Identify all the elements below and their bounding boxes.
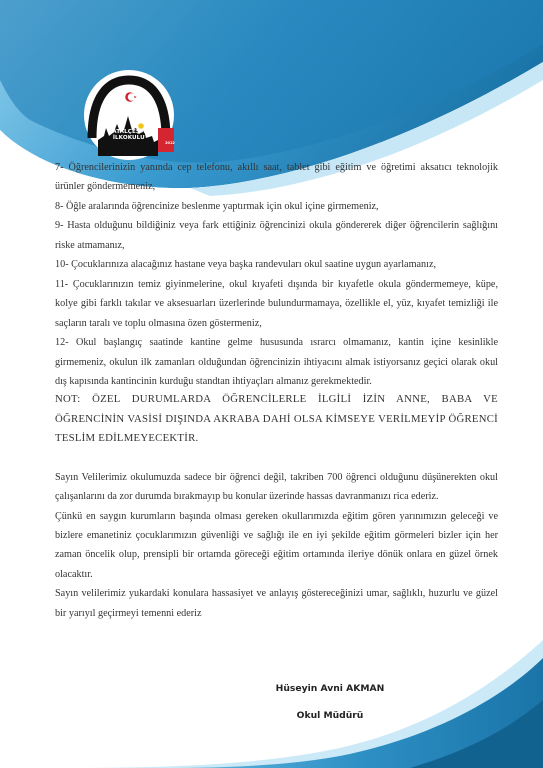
signer-name: Hüseyin Avni AKMAN	[275, 683, 385, 694]
letter-body	[55, 158, 498, 623]
closing-paragraph: Sayın velilerimiz yukardaki konulara hassasiyet ve anlayış göstereceğinizi umar, sağlıklı, huzurlu ve güzel bir yarıyıl geçirmeyi temenni ederiz	[55, 588, 498, 619]
logo-school-name	[108, 129, 150, 141]
signer-title: Okul Müdürü	[296, 710, 364, 721]
list-item: 9- Hasta olduğunu bildiğiniz veya fark ettiğiniz öğrencinizi okula göndererek diğer öğrencilerin sağlığını riske atmamanız,	[55, 220, 498, 251]
closing-paragraph: Çünkü en saygın kurumların başında olması gereken okullarımızda eğitim gören yarınımızın geleceği ve bizlere emanetiniz çocuklarımızın güvenliği ve sağlığı ile en iyi şekilde eğitim görmeleri bizler için her zaman öncelik olup, prensipli bir ortamda göreceği eğitim ortamında ileriye dönük onlara en güzel örnek olacaktır.	[55, 510, 498, 580]
logo-name-line2: İLKOKULU	[112, 135, 145, 141]
list-item: 12- Okul başlangıç saatinde kantine gelme hususunda ısrarcı olmamanız, kantin içine kesinlikle girmemeniz, okulun ilk zamanları olduğundan öğrencinizin ihtiyacını almak istiyorsanız geçici olarak okul dış kapısında kantincinin kurduğu standtan ihtiyaçları almanız gerekmektedir.	[55, 337, 498, 387]
notice-text: NOT: ÖZEL DURUMLARDA ÖĞRENCİLERLE İLGİLİ İZİN ANNE, BABA VE ÖĞRENCİNİN VASİSİ DIŞINDA AKRABA DAHİ OLSA KİMSEYE VERİLMEYİP ÖĞRENCİ TESLİM EDİLMEYECEKTİR.	[55, 393, 498, 445]
paragraph-gap	[55, 449, 498, 468]
footer-wave-decoration	[0, 640, 543, 768]
list-item: 10- Çocuklarınıza alacağınız hastane veya başka randevuları okul saatine uygun ayarlamanız,	[55, 259, 437, 271]
list-item: 8- Öğle aralarında öğrencinize beslenme yaptırmak için okul içine girmemeniz,	[55, 200, 379, 212]
logo-year: 2012	[165, 141, 175, 145]
school-logo	[84, 70, 174, 160]
closing-paragraph: Sayın Velilerimiz okulumuzda sadece bir öğrenci değil, takriben 700 öğrenci olduğunu düşünerekten okul çalışanlarını da zor durumda bırakmayıp bu konular üzerinde hassas davranmanızı rica ederiz.	[55, 471, 498, 503]
logo-name-line1: ÇATALÇEŞME	[108, 129, 150, 135]
list-item: 7- Öğrencilerinizin yanında cep telefonu, akıllı saat, tablet gibi eğitim ve öğretimi aksatıcı teknolojik ürünler göndermemeniz,	[55, 162, 498, 193]
list-item: 11- Çocuklarınızın temiz giyinmelerine, okul kıyafeti dışında bir kıyafetle okula göndermemeye, küpe, kolye gibi farklı takılar ve aksesuarları üzerlerinde bulundurmamaya, özellikle el, yüz, kıyafet temizliği ile saçların taralı ve toplu olmasına özen göstermeniz,	[55, 278, 498, 329]
